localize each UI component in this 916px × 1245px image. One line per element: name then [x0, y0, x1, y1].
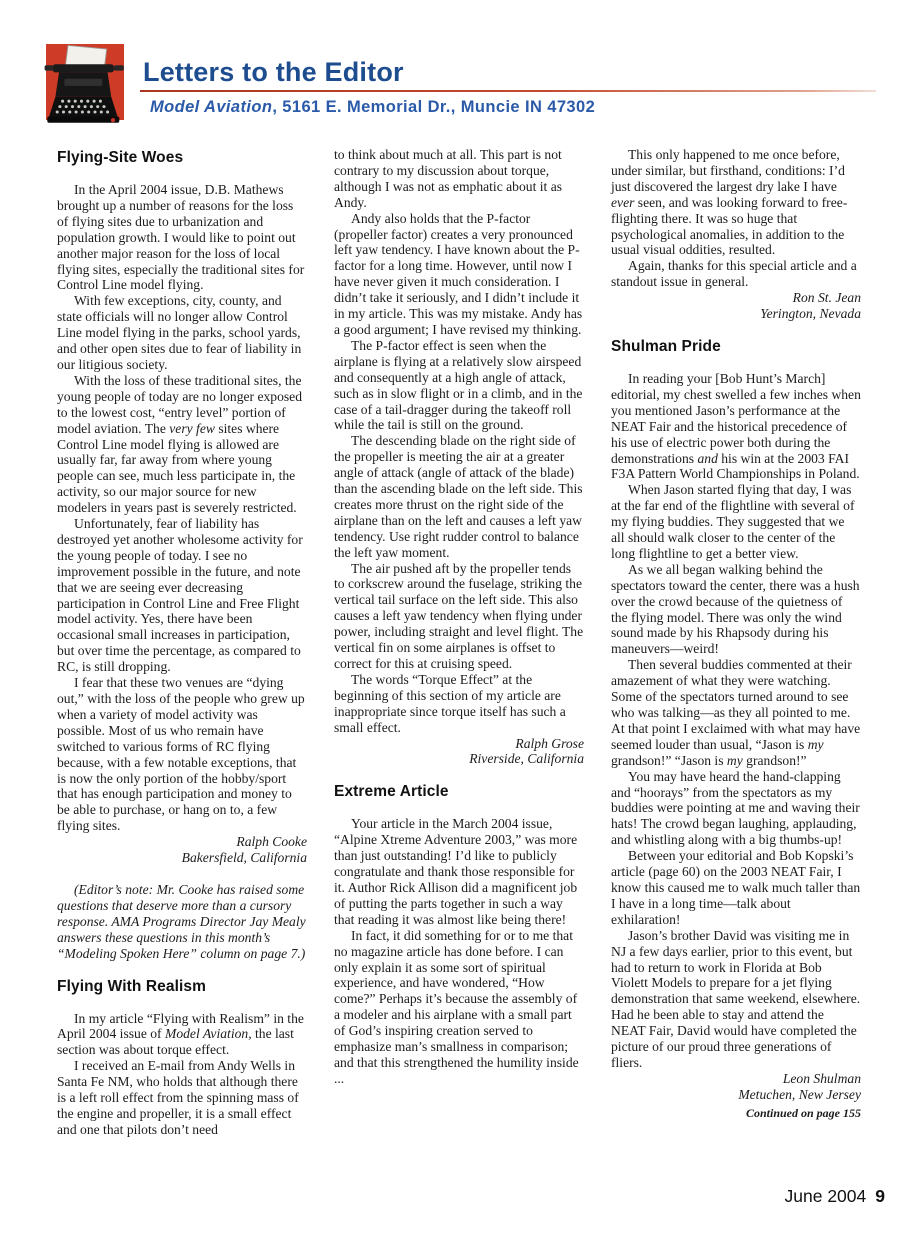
section-heading: Flying With Realism	[57, 977, 207, 995]
section-heading: Flying-Site Woes	[57, 149, 184, 166]
signature-line: Bakersfield, California	[181, 850, 307, 866]
signature-line: Ralph Grose	[515, 735, 584, 751]
magazine-address-rest: , 5161 E. Memorial Dr., Muncie IN 47302	[272, 98, 596, 116]
letter-paragraph: In fact, it did something for or to me that no magazine article has done before. I can only explain it as some sort of spiritual experience, and have wondered, “How come?” Perhaps it’s because the assembly of a modeler and his airplane with a small part of God’s inspiring creation served to emphasize man’s smallness in comparison; and that this strengthened the humility inside ...	[334, 927, 579, 1086]
letter-paragraph: The P-factor effect is seen when the airplane is flying at a relatively slow airspeed and consequently at a high angle of attack, such as in slow flight or in a climb, and in the case of a tail-dragger during the takeoff roll while the tail is still on the ground.	[334, 337, 583, 433]
signature-line: Metuchen, New Jersey	[738, 1086, 861, 1102]
continued-notice: Continued on page 155	[745, 1105, 861, 1120]
letter-paragraph: Then several buddies commented at their amazement of what they were watching. Some of the spectators turned around to see who was talking—as they all pointed to me. At that point I exclaimed with what may have seemed louder than usual, “Jason is my grandson!” “Jason is my grandson!”	[611, 657, 861, 768]
text-column	[57, 147, 307, 1138]
letter-paragraph: The air pushed aft by the propeller tends to corkscrew around the fuselage, striking the vertical tail surface on the left side. This also causes a left yaw tendency when flying under power, including straight and level flight. The vertical fin on some airplanes is offset to correct for this at cruising speed.	[334, 560, 584, 671]
signature-line: Riverside, California	[469, 751, 584, 767]
letter-paragraph: Between your editorial and Bob Kopski’s article (page 60) on the 2003 NEAT Fair, I know this caused me to walk much taller than I have in a long time—talk about exhilaration!	[611, 848, 861, 927]
letter-signature	[611, 1071, 861, 1103]
letter-signature	[611, 290, 861, 322]
letter-paragraph: I received an E-mail from Andy Wells in Santa Fe NM, who holds that although there is a left roll effect from the spinning mass of the engine and propeller, it is a small effect and one that pilots don’t need	[57, 1058, 299, 1137]
letter-paragraph: With the loss of these traditional sites, the young people of today are no longer exposed to the lowest cost, “entry level” portion of model aviation. The very few sites where Control Line model flying is allowed are usually far, far away from where young people can see, much less participate in, the activity, so our major source for new modelers in years past is severely restricted.	[57, 372, 302, 516]
letters-columns	[57, 147, 861, 1138]
page-folio	[785, 1186, 885, 1207]
issue-date: June 2004	[784, 1186, 867, 1206]
magazine-address	[150, 98, 595, 117]
letter-paragraph: The words “Torque Effect” at the beginning of this section of my article are inappropriate since torque itself has such a small effect.	[334, 671, 566, 735]
letter-paragraph: In reading your [Bob Hunt’s March] editorial, my chest swelled a few inches when you mentioned Jason’s performance at the NEAT Fair and the historical precedence of his use of electric power both during the demonstrations and his win at the 2003 FAI F3A Pattern World Championships in Poland.	[611, 370, 861, 482]
page-title: Letters to the Editor	[143, 57, 404, 87]
letter-paragraph-continuation: to think about much at all. This part is not contrary to my discussion about torque, although I was not as emphatic about it as Andy.	[334, 147, 563, 210]
signature-line: Ron St. Jean	[792, 290, 861, 306]
signature-line: Yerington, Nevada	[760, 306, 861, 322]
letter-signature	[57, 834, 307, 866]
title-rule	[140, 90, 876, 92]
letter-paragraph: You may have heard the hand-clapping and “hoorays” from the spectators as my buddies were pointing at me and waving their hats! The crowd began laughing, applauding, and whistling along with a big thumbs-up!	[611, 768, 860, 848]
letter-paragraph: When Jason started flying that day, I was at the far end of the flightline with several of my flying buddies. They suggested that we all should walk closer to the center of the long flightline to get a better view.	[611, 482, 855, 561]
letter-paragraph: Unfortunately, fear of liability has destroyed yet another wholesome activity for the young people of today. I see no improvement possible in the future, and note that we are seeing ever decreasing participation in Control Line and Free Flight model activity. Yes, there have been occasional small increases in participation, but over time the percentage, as compared to RC, is still dropping.	[57, 516, 303, 675]
letter-signature	[334, 736, 584, 768]
signature-line: Leon Shulman	[782, 1070, 861, 1086]
typewriter-icon-background	[46, 44, 124, 120]
letter-paragraph: Andy also holds that the P-factor (propeller factor) creates a very pronounced left yaw tendency. I have known about the P-factor for a long time. However, until now I have never given it much consideration. I didn’t take it seriously, and I didn’t include it in my article. This was my mistake. Andy has a good argument; I have revised my thinking.	[334, 210, 583, 337]
section-heading: Shulman Pride	[611, 337, 721, 355]
section-heading: Extreme Article	[334, 783, 449, 801]
magazine-name: Model Aviation	[150, 98, 273, 116]
letter-paragraph: In my article “Flying with Realism” in the April 2004 issue of Model Aviation, the last section was about torque effect.	[57, 1010, 304, 1058]
editors-note: (Editor’s note: Mr. Cooke has raised some questions that deserve more than a cursory response. AMA Programs Director Jay Mealy answers these questions in this month’s “Modeling Spoken Here” column on page 7.)	[57, 881, 306, 961]
letter-paragraph: I fear that these two venues are “dying out,” with the loss of the people who grew up when a variety of model activity was possible. Most of us who remain have switched to various forms of RC flying because, with a few notable exceptions, that is now the only portion of the hobby/sport that has enough participation and money to be able to purchase, or hang on to, a few flying sites.	[57, 675, 305, 834]
text-column	[611, 147, 861, 1121]
letter-paragraph: Jason’s brother David was visiting me in NJ a few days earlier, prior to this event, but had to return to work in Florida at Bob Violett Models to prepare for a jet flying demonstration that same weekend, elsewhere. Had he been able to stay and attend the NEAT Fair, David would have completed the picture of our proud three generations of fliers.	[611, 927, 861, 1070]
letter-paragraph: In the April 2004 issue, D.B. Mathews brought up a number of reasons for the loss of flying sites due to urbanization and population growth. I would like to point out another major reason for the loss of local flying sites, especially the traditional sites for Control Line model flying.	[57, 182, 305, 293]
letter-paragraph: The descending blade on the right side of the propeller is meeting the air at a greater angle of attack (angle of attack of the blade) than the ascending blade on the left side. This creates more thrust on the right side of the airplane than on the left and causes a left yaw tendency. Use right rudder control to balance the left yaw moment.	[334, 433, 583, 560]
letter-paragraph: Again, thanks for this special article and a standout issue in general.	[611, 258, 857, 290]
letter-paragraph: This only happened to me once before, under similar, but firsthand, conditions: I’d just discovered the largest dry lake I have ever seen, and was looking forward to free-flighting there. It was so huge that psychological anomalies, in addition to the usual visual oddities, resulted.	[611, 147, 848, 258]
typewriter-icon	[40, 40, 132, 130]
masthead	[0, 0, 916, 140]
text-column	[334, 147, 584, 1087]
page-number: 9	[875, 1186, 885, 1206]
signature-line: Ralph Cooke	[236, 834, 307, 850]
letter-paragraph: As we all began walking behind the spectators toward the center, there was a hush over the crowd because of the quietness of the flying model. There was only the wind sound made by his Rhapsody during his maneuvers—weird!	[611, 561, 860, 657]
letter-paragraph: Your article in the March 2004 issue, “Alpine Xtreme Adventure 2003,” was more than just outstanding! I’d like to publicly congratulate and thank those responsible for it. Author Rick Allison did a magnificent job of putting the parts together in such a way that reading it was almost like being there!	[334, 816, 578, 927]
letter-paragraph: With few exceptions, city, county, and state officials will no longer allow Control Line model flying in the parks, school yards, and other open sites due to fear of liability in our litigious society.	[57, 293, 302, 372]
